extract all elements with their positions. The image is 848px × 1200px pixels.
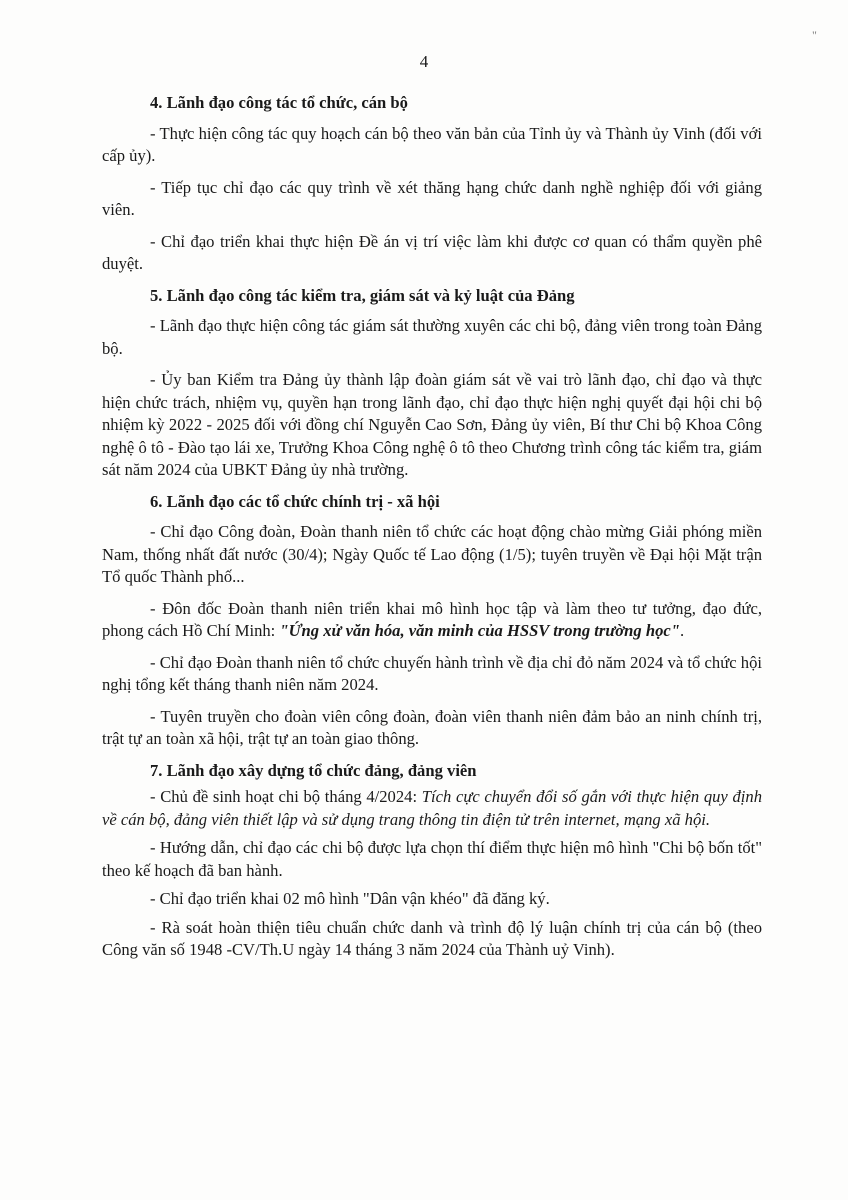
section-4-heading: 4. Lãnh đạo công tác tổ chức, cán bộ xyxy=(150,93,408,112)
section-7-paragraph-3: - Chỉ đạo triển khai 02 mô hình "Dân vận khéo" đã đăng ký. xyxy=(150,889,550,908)
section-6-paragraph-3: - Chỉ đạo Đoàn thanh niên tổ chức chuyến hành trình về địa chỉ đỏ năm 2024 và tổ chức hội nghị tổng kết tháng thanh niên năm 2024. xyxy=(102,652,762,694)
section-7-paragraph-2: - Hướng dẫn, chỉ đạo các chi bộ được lựa chọn thí điểm thực hiện mô hình "Chi bộ bốn tốt" theo kế hoạch đã ban hành. xyxy=(102,838,762,880)
section-6-heading: 6. Lãnh đạo các tổ chức chính trị - xã hội xyxy=(150,491,440,511)
section-5-paragraph-1: - Lãnh đạo thực hiện công tác giám sát thường xuyên các chi bộ, đảng viên trong toàn Đảng bộ. xyxy=(102,316,762,358)
section-4-paragraph-2: - Tiếp tục chỉ đạo các quy trình về xét thăng hạng chức danh nghề nghiệp đối với giảng viên. xyxy=(102,177,762,219)
document-body xyxy=(102,92,762,968)
section-4-paragraph-1: - Thực hiện công tác quy hoạch cán bộ theo văn bản của Tỉnh ủy và Thành ủy Vinh (đối với cấp ủy). xyxy=(102,123,762,165)
section-7-topic-label: - Chủ đề sinh hoạt chi bộ tháng 4/2024: xyxy=(150,787,422,806)
section-7-topic-italic: Tích cực chuyển đổi số gắn với thực hiện quy định về cán bộ, đảng viên thiết lập và sử dụng trang thông tin điện tử trên internet, mạng xã hội. xyxy=(102,787,762,829)
section-7-paragraph-1 xyxy=(102,786,762,831)
section-6-paragraph-2 xyxy=(102,598,762,643)
section-6-paragraph-4: - Tuyên truyền cho đoàn viên công đoàn, đoàn viên thanh niên đảm bảo an ninh chính trị, trật tự an toàn xã hội, trật tự an toàn giao thông. xyxy=(102,706,762,748)
section-7-heading: 7. Lãnh đạo xây dựng tổ chức đảng, đảng viên xyxy=(150,760,477,780)
section-4-paragraph-3: - Chỉ đạo triển khai thực hiện Đề án vị trí việc làm khi được cơ quan có thẩm quyền phê duyệt. xyxy=(102,231,762,273)
section-6-paragraph-1: - Chỉ đạo Công đoàn, Đoàn thanh niên tổ chức các hoạt động chào mừng Giải phóng miền Nam, thống nhất đất nước (30/4); Ngày Quốc tế Lao động (1/5); tuyên truyền về Đại hội Mặt trận Tổ quốc Thành phố... xyxy=(102,522,762,586)
section-6-paragraph-2-text: - Đôn đốc Đoàn thanh niên triển khai mô hình học tập và làm theo tư tưởng, đạo đức, phong cách Hồ Chí Minh: xyxy=(102,598,762,640)
page-number: 4 xyxy=(419,52,429,71)
section-7-paragraph-4: - Rà soát hoàn thiện tiêu chuẩn chức danh và trình độ lý luận chính trị của cán bộ (theo Công văn số 1948 -CV/Th.U ngày 14 tháng 3 năm 2024 của Thành uỷ Vinh). xyxy=(102,917,762,959)
section-6-paragraph-2-suffix: . xyxy=(679,621,685,640)
section-6-emphasis-quote: "Ứng xử văn hóa, văn minh của HSSV trong trường học" xyxy=(279,621,680,640)
section-5-paragraph-2: - Ủy ban Kiểm tra Đảng ủy thành lập đoàn giám sát về vai trò lãnh đạo, chỉ đạo và thực hiện chức trách, nhiệm vụ, quyền hạn trong lãnh đạo, chỉ đạo thực hiện nghị quyết đại hội chi bộ nhiệm kỳ 2022 - 2025 đối với đồng chí Nguyễn Cao Sơn, Đảng ủy viên, Bí thư Chi bộ Khoa Công nghệ ô tô - Đào tạo lái xe, Trưởng Khoa Công nghệ ô tô theo Chương trình công tác kiểm tra, giám sát năm 2024 của UBKT Đảng ủy nhà trường. xyxy=(102,370,762,479)
section-5-heading: 5. Lãnh đạo công tác kiểm tra, giám sát và kỷ luật của Đảng xyxy=(150,285,575,305)
corner-mark: " xyxy=(812,28,817,42)
